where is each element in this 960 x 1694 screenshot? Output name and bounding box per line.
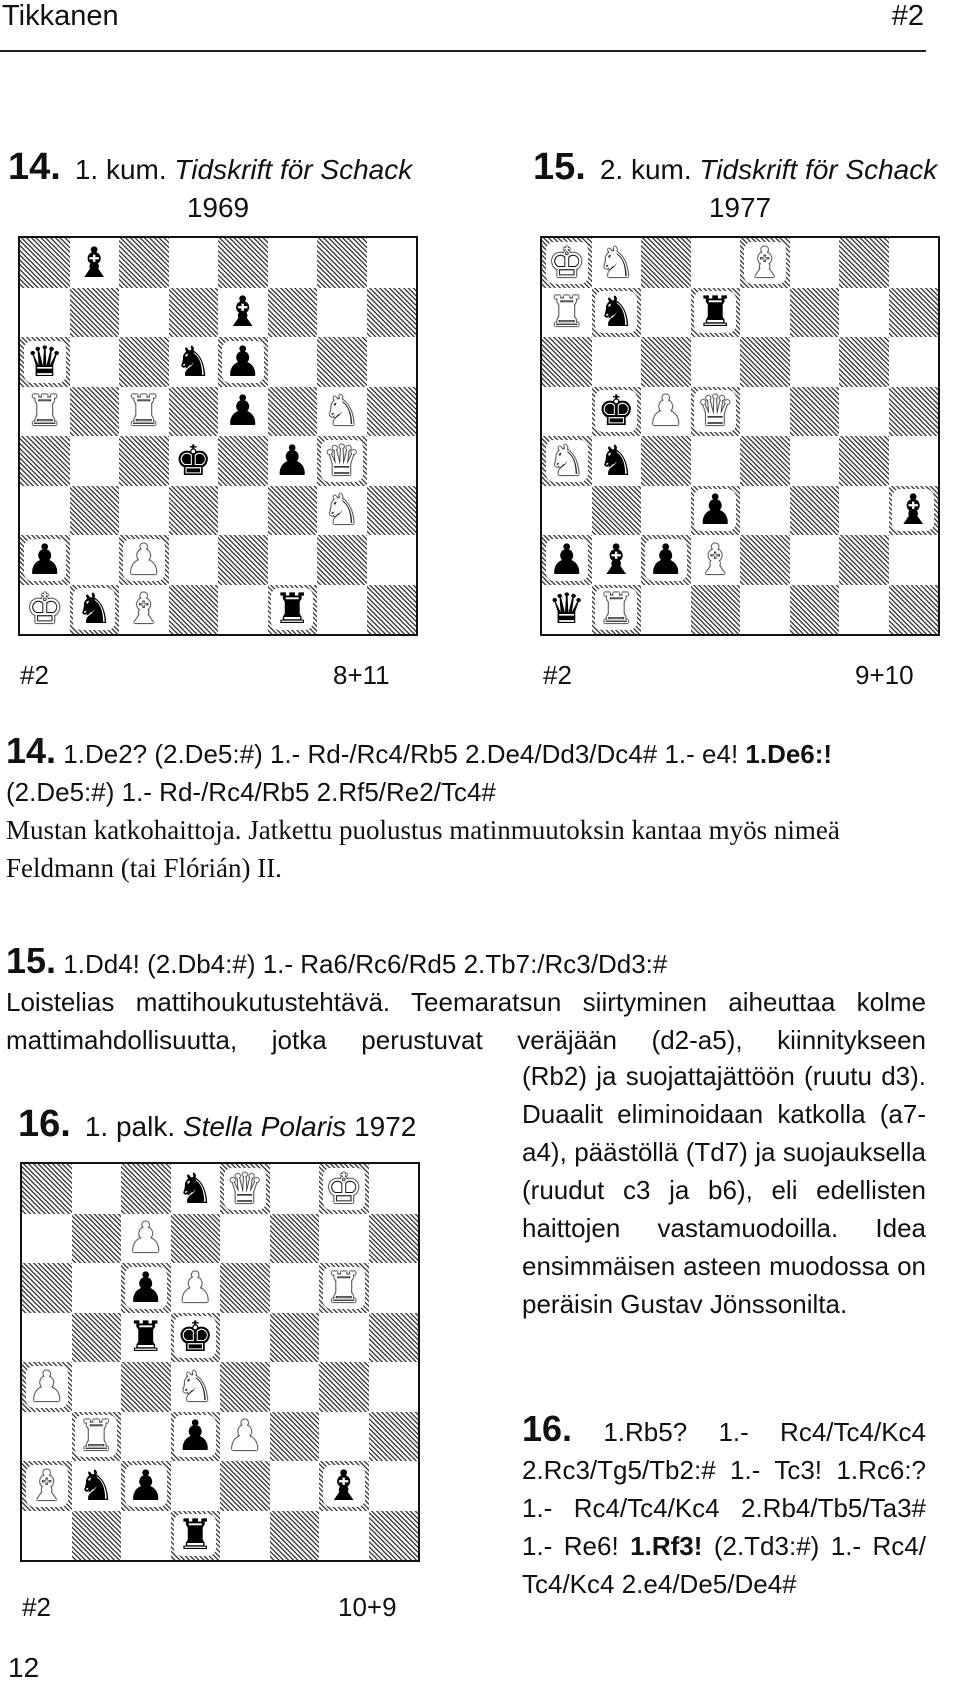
- square-a4: [20, 436, 70, 486]
- square-g8: [839, 238, 889, 288]
- solution-14-line1: 1.De2? (2.De5:#) 1.- Rd-/Rc4/Rb5 2.De4/Dd3/Dc4# 1.- e4!: [63, 739, 746, 769]
- square-d8: [691, 238, 741, 288]
- white-knight-icon: ♞: [597, 237, 636, 287]
- square-a6: [542, 337, 592, 387]
- key-move: 1.De6:!: [745, 739, 833, 769]
- square-h2: [889, 535, 939, 585]
- square-f7: [270, 1214, 320, 1264]
- problem-number: 14.: [8, 146, 61, 188]
- solution-15-line1: 1.Dd4! (2.Db4:#) 1.- Ra6/Rc6/Rd5 2.Tb7:/Rc3/Dd3:#: [63, 949, 668, 979]
- square-h5: [889, 387, 939, 437]
- white-king-icon: ♚: [25, 584, 64, 634]
- square-h6: [367, 337, 417, 387]
- square-b6: [72, 1263, 122, 1313]
- problem-14-title: [8, 148, 412, 189]
- black-knight-icon: ♞: [597, 435, 636, 485]
- square-f8: [790, 238, 840, 288]
- square-g4: [839, 436, 889, 486]
- square-a4: [542, 436, 592, 486]
- award: 1. kum.: [74, 154, 167, 185]
- solution-16-part1: 1.Rb5? 1.- Rc4/Tc4/Kc4 2.Rc3/Tg5/Tb2:# 1.- Tc3! 1.Rc6:? 1.- Rc4/Tc4/Kc4 2.Rb4/Tb5/Ta3# 1.- Re6!: [522, 1417, 926, 1561]
- square-e4: [740, 436, 790, 486]
- square-h2: [369, 1461, 419, 1511]
- chess-board-16: [20, 1162, 420, 1562]
- square-d6: [169, 337, 219, 387]
- black-knight-icon: ♞: [176, 1163, 215, 1213]
- square-e5: [740, 387, 790, 437]
- square-b4: [72, 1362, 122, 1412]
- black-rook-icon: ♜: [176, 1510, 215, 1560]
- square-b3: [72, 1412, 122, 1462]
- square-h3: [889, 486, 939, 536]
- square-f8: [268, 238, 318, 288]
- square-d3: [169, 486, 219, 536]
- stipulation-16: #2: [22, 1592, 51, 1622]
- square-b3: [70, 486, 120, 536]
- square-a8: [20, 238, 70, 288]
- white-rook-icon: ♜: [25, 386, 64, 436]
- square-h2: [367, 535, 417, 585]
- square-h3: [369, 1412, 419, 1462]
- square-b8: [72, 1164, 122, 1214]
- square-h8: [369, 1164, 419, 1214]
- black-pawn-icon: ♟: [223, 386, 262, 436]
- square-e1: [740, 585, 790, 635]
- white-pawn-icon: ♟: [27, 1361, 66, 1411]
- square-e1: [220, 1511, 270, 1561]
- square-e3: [740, 486, 790, 536]
- square-b5: [592, 387, 642, 437]
- header-stipulation: #2: [891, 0, 924, 32]
- square-h7: [369, 1214, 419, 1264]
- square-g7: [319, 1214, 369, 1264]
- square-f1: [790, 585, 840, 635]
- author-name: Tikkanen: [2, 0, 119, 32]
- square-c7: [121, 1214, 171, 1264]
- square-a2: [20, 535, 70, 585]
- square-c4: [121, 1362, 171, 1412]
- square-d5: [169, 387, 219, 437]
- square-a5: [22, 1313, 72, 1363]
- problem-15-year: 1977: [708, 192, 772, 223]
- square-e5: [220, 1313, 270, 1363]
- square-f4: [790, 436, 840, 486]
- square-d2: [691, 535, 741, 585]
- square-e3: [220, 1412, 270, 1462]
- black-pawn-icon: ♟: [547, 534, 586, 584]
- black-queen-icon: ♛: [25, 336, 64, 386]
- piece-count-15: 9+10: [855, 660, 914, 690]
- square-g1: [317, 585, 367, 635]
- square-g5: [317, 387, 367, 437]
- square-c2: [119, 535, 169, 585]
- black-pawn-icon: ♟: [273, 435, 312, 485]
- white-rook-icon: ♜: [77, 1411, 116, 1461]
- square-c1: [119, 585, 169, 635]
- square-c5: [641, 387, 691, 437]
- black-queen-icon: ♛: [547, 584, 586, 634]
- square-g6: [319, 1263, 369, 1313]
- square-c6: [641, 337, 691, 387]
- square-g5: [839, 387, 889, 437]
- square-h3: [367, 486, 417, 536]
- black-pawn-icon: ♟: [696, 485, 735, 535]
- square-f3: [268, 486, 318, 536]
- square-f1: [270, 1511, 320, 1561]
- square-f6: [270, 1263, 320, 1313]
- square-b3: [592, 486, 642, 536]
- square-a2: [542, 535, 592, 585]
- solution-14-line2: (2.De5:#) 1.- Rd-/Rc4/Rb5 2.Rf5/Re2/Tc4#: [6, 777, 496, 807]
- black-bishop-icon: ♝: [894, 485, 933, 535]
- solution-14: [6, 732, 926, 887]
- square-g8: [319, 1164, 369, 1214]
- square-c3: [641, 486, 691, 536]
- square-h1: [369, 1511, 419, 1561]
- square-c5: [119, 387, 169, 437]
- solution-15: [6, 942, 926, 1059]
- year: 1972: [354, 1111, 417, 1142]
- square-b4: [70, 436, 120, 486]
- problem-number: 16.: [18, 1103, 71, 1145]
- square-b2: [72, 1461, 122, 1511]
- square-e4: [218, 436, 268, 486]
- square-c7: [119, 288, 169, 338]
- square-e7: [218, 288, 268, 338]
- solution-number: 15.: [6, 940, 57, 981]
- black-knight-icon: ♞: [75, 584, 114, 634]
- solution-14-comment: Mustan katkohaittoja. Jatkettu puolustus matinmuutoksin kantaa myös nimeä Feldmann (tai Flórián) II.: [6, 815, 840, 883]
- square-b2: [592, 535, 642, 585]
- chess-board-15: [540, 236, 940, 636]
- square-a6: [22, 1263, 72, 1313]
- square-d7: [169, 288, 219, 338]
- solution-15-comment-column: (Rb2) ja suojattajättöön (ruutu d3). Duaalit eliminoidaan katkolla (a7-a4), päästöllä (Td7) ja suojauksella (ruudut c3 ja b6), eli edellisten haittojen vastamuodoilla. Idea ensimmäisen asteen muodossa on peräisin Gustav Jönssonilta.: [522, 1061, 926, 1319]
- square-a8: [22, 1164, 72, 1214]
- white-bishop-icon: ♝: [745, 237, 784, 287]
- piece-count-14: 8+11: [333, 660, 390, 690]
- black-pawn-icon: ♟: [126, 1262, 165, 1312]
- white-knight-icon: ♞: [547, 435, 586, 485]
- square-a2: [22, 1461, 72, 1511]
- square-d5: [171, 1313, 221, 1363]
- square-e2: [218, 535, 268, 585]
- square-c2: [121, 1461, 171, 1511]
- white-knight-icon: ♞: [322, 485, 361, 535]
- square-e7: [220, 1214, 270, 1264]
- square-g2: [319, 1461, 369, 1511]
- square-b6: [70, 337, 120, 387]
- square-h7: [889, 288, 939, 338]
- white-rook-icon: ♜: [597, 584, 636, 634]
- square-e2: [740, 535, 790, 585]
- square-e6: [218, 337, 268, 387]
- square-h8: [889, 238, 939, 288]
- stipulation-15: #2: [543, 660, 572, 690]
- square-g4: [317, 436, 367, 486]
- black-king-icon: ♚: [174, 435, 213, 485]
- white-knight-icon: ♞: [176, 1361, 215, 1411]
- square-f8: [270, 1164, 320, 1214]
- square-d1: [169, 585, 219, 635]
- square-f6: [268, 337, 318, 387]
- square-e6: [220, 1263, 270, 1313]
- black-rook-icon: ♜: [126, 1312, 165, 1362]
- square-e6: [740, 337, 790, 387]
- square-c6: [121, 1263, 171, 1313]
- square-h6: [369, 1263, 419, 1313]
- square-a1: [542, 585, 592, 635]
- square-b1: [70, 585, 120, 635]
- square-a8: [542, 238, 592, 288]
- square-f5: [270, 1313, 320, 1363]
- square-b8: [70, 238, 120, 288]
- square-a1: [22, 1511, 72, 1561]
- problem-14-year: 1969: [186, 192, 250, 223]
- square-c8: [119, 238, 169, 288]
- square-g1: [319, 1511, 369, 1561]
- square-f4: [270, 1362, 320, 1412]
- square-g8: [317, 238, 367, 288]
- square-e7: [740, 288, 790, 338]
- square-f5: [268, 387, 318, 437]
- square-g2: [317, 535, 367, 585]
- solution-15-comment: Loistelias mattihoukutustehtävä. Teemaratsun siirtyminen aiheuttaa kolme mattimahdollisuutta, jotka perustuvat veräjään (d2-a5), kiinnitykseen: [6, 987, 926, 1055]
- square-f3: [270, 1412, 320, 1462]
- source: Tidskrift för Schack: [699, 154, 938, 185]
- square-d3: [171, 1412, 221, 1462]
- square-h4: [889, 436, 939, 486]
- square-c3: [119, 486, 169, 536]
- square-d6: [171, 1263, 221, 1313]
- square-c5: [121, 1313, 171, 1363]
- square-g6: [839, 337, 889, 387]
- square-e5: [218, 387, 268, 437]
- white-rook-icon: ♜: [124, 386, 163, 436]
- square-c4: [119, 436, 169, 486]
- solution-number: 14.: [6, 730, 57, 771]
- white-rook-icon: ♜: [324, 1262, 363, 1312]
- square-g2: [839, 535, 889, 585]
- square-d2: [169, 535, 219, 585]
- black-pawn-icon: ♟: [176, 1411, 215, 1461]
- square-d8: [169, 238, 219, 288]
- piece-count-16: 10+9: [338, 1592, 397, 1622]
- square-b6: [592, 337, 642, 387]
- square-c6: [119, 337, 169, 387]
- black-pawn-icon: ♟: [126, 1460, 165, 1510]
- problem-16-title: [18, 1105, 416, 1146]
- white-pawn-icon: ♟: [124, 534, 163, 584]
- square-a3: [542, 486, 592, 536]
- black-bishop-icon: ♝: [75, 237, 114, 287]
- black-bishop-icon: ♝: [223, 287, 262, 337]
- square-h5: [369, 1313, 419, 1363]
- square-e2: [220, 1461, 270, 1511]
- source: Stella Polaris: [182, 1111, 347, 1142]
- square-b8: [592, 238, 642, 288]
- square-d5: [691, 387, 741, 437]
- square-f2: [270, 1461, 320, 1511]
- white-queen-icon: ♛: [696, 386, 735, 436]
- square-c1: [121, 1511, 171, 1561]
- square-d2: [171, 1461, 221, 1511]
- white-pawn-icon: ♟: [176, 1262, 215, 1312]
- square-f2: [790, 535, 840, 585]
- square-h4: [369, 1362, 419, 1412]
- black-pawn-icon: ♟: [25, 534, 64, 584]
- black-knight-icon: ♞: [77, 1460, 116, 1510]
- square-c2: [641, 535, 691, 585]
- square-e4: [220, 1362, 270, 1412]
- square-d7: [171, 1214, 221, 1264]
- square-f1: [268, 585, 318, 635]
- square-a1: [20, 585, 70, 635]
- square-c3: [121, 1412, 171, 1462]
- white-king-icon: ♚: [547, 237, 586, 287]
- white-queen-icon: ♛: [322, 435, 361, 485]
- square-h6: [889, 337, 939, 387]
- black-bishop-icon: ♝: [597, 534, 636, 584]
- white-pawn-icon: ♟: [225, 1411, 264, 1461]
- problem-number: 15.: [533, 146, 586, 188]
- square-e1: [218, 585, 268, 635]
- square-f7: [268, 288, 318, 338]
- square-h1: [889, 585, 939, 635]
- square-d7: [691, 288, 741, 338]
- square-b1: [72, 1511, 122, 1561]
- square-g7: [317, 288, 367, 338]
- white-queen-icon: ♛: [225, 1163, 264, 1213]
- square-g3: [319, 1412, 369, 1462]
- white-king-icon: ♚: [324, 1163, 363, 1213]
- square-c8: [641, 238, 691, 288]
- black-bishop-icon: ♝: [324, 1460, 363, 1510]
- chess-board-14: [18, 236, 418, 636]
- square-a7: [22, 1214, 72, 1264]
- square-g3: [317, 486, 367, 536]
- square-d3: [691, 486, 741, 536]
- square-d4: [691, 436, 741, 486]
- square-b1: [592, 585, 642, 635]
- square-e3: [218, 486, 268, 536]
- square-g7: [839, 288, 889, 338]
- square-f2: [268, 535, 318, 585]
- square-a3: [20, 486, 70, 536]
- square-e8: [740, 238, 790, 288]
- solution-16-part2: (2.Td3:#) 1.- Rc4/ Tc4/Kc4 2.e4/De5/De4#: [522, 1531, 926, 1599]
- square-c1: [641, 585, 691, 635]
- square-a7: [542, 288, 592, 338]
- square-c7: [641, 288, 691, 338]
- square-h5: [367, 387, 417, 437]
- square-d1: [171, 1511, 221, 1561]
- square-d4: [171, 1362, 221, 1412]
- square-b4: [592, 436, 642, 486]
- white-pawn-icon: ♟: [126, 1213, 165, 1263]
- square-b7: [592, 288, 642, 338]
- white-knight-icon: ♞: [322, 386, 361, 436]
- black-king-icon: ♚: [176, 1312, 215, 1362]
- square-a5: [20, 387, 70, 437]
- running-header: [0, 0, 926, 52]
- square-b7: [70, 288, 120, 338]
- square-h1: [367, 585, 417, 635]
- square-b7: [72, 1214, 122, 1264]
- square-c8: [121, 1164, 171, 1214]
- square-b5: [70, 387, 120, 437]
- source: Tidskrift för Schack: [174, 154, 413, 185]
- square-a3: [22, 1412, 72, 1462]
- solution-16: [522, 1410, 926, 1603]
- square-f3: [790, 486, 840, 536]
- square-h7: [367, 288, 417, 338]
- square-d6: [691, 337, 741, 387]
- square-h4: [367, 436, 417, 486]
- square-a4: [22, 1362, 72, 1412]
- white-pawn-icon: ♟: [646, 386, 685, 436]
- white-rook-icon: ♜: [547, 287, 586, 337]
- square-b2: [70, 535, 120, 585]
- square-d8: [171, 1164, 221, 1214]
- square-f7: [790, 288, 840, 338]
- square-g6: [317, 337, 367, 387]
- white-bishop-icon: ♝: [696, 534, 735, 584]
- stipulation-14: #2: [20, 660, 49, 690]
- key-move: 1.Rf3!: [630, 1531, 703, 1561]
- square-a7: [20, 288, 70, 338]
- solution-number: 16.: [522, 1408, 573, 1449]
- award: 1. palk.: [84, 1111, 176, 1142]
- square-g3: [839, 486, 889, 536]
- square-d1: [691, 585, 741, 635]
- square-g4: [319, 1362, 369, 1412]
- square-b5: [72, 1313, 122, 1363]
- black-rook-icon: ♜: [696, 287, 735, 337]
- square-g5: [319, 1313, 369, 1363]
- square-f5: [790, 387, 840, 437]
- square-f4: [268, 436, 318, 486]
- white-bishop-icon: ♝: [124, 584, 163, 634]
- square-h8: [367, 238, 417, 288]
- white-bishop-icon: ♝: [27, 1460, 66, 1510]
- problem-15-title: [533, 148, 937, 189]
- square-e8: [220, 1164, 270, 1214]
- square-a6: [20, 337, 70, 387]
- black-knight-icon: ♞: [597, 287, 636, 337]
- square-g1: [839, 585, 889, 635]
- black-knight-icon: ♞: [174, 336, 213, 386]
- square-a5: [542, 387, 592, 437]
- black-pawn-icon: ♟: [646, 534, 685, 584]
- square-e8: [218, 238, 268, 288]
- page-number: 12: [8, 1652, 40, 1683]
- square-d4: [169, 436, 219, 486]
- black-king-icon: ♚: [597, 386, 636, 436]
- black-pawn-icon: ♟: [223, 336, 262, 386]
- square-f6: [790, 337, 840, 387]
- black-rook-icon: ♜: [273, 584, 312, 634]
- award: 2. kum.: [599, 154, 692, 185]
- square-c4: [641, 436, 691, 486]
